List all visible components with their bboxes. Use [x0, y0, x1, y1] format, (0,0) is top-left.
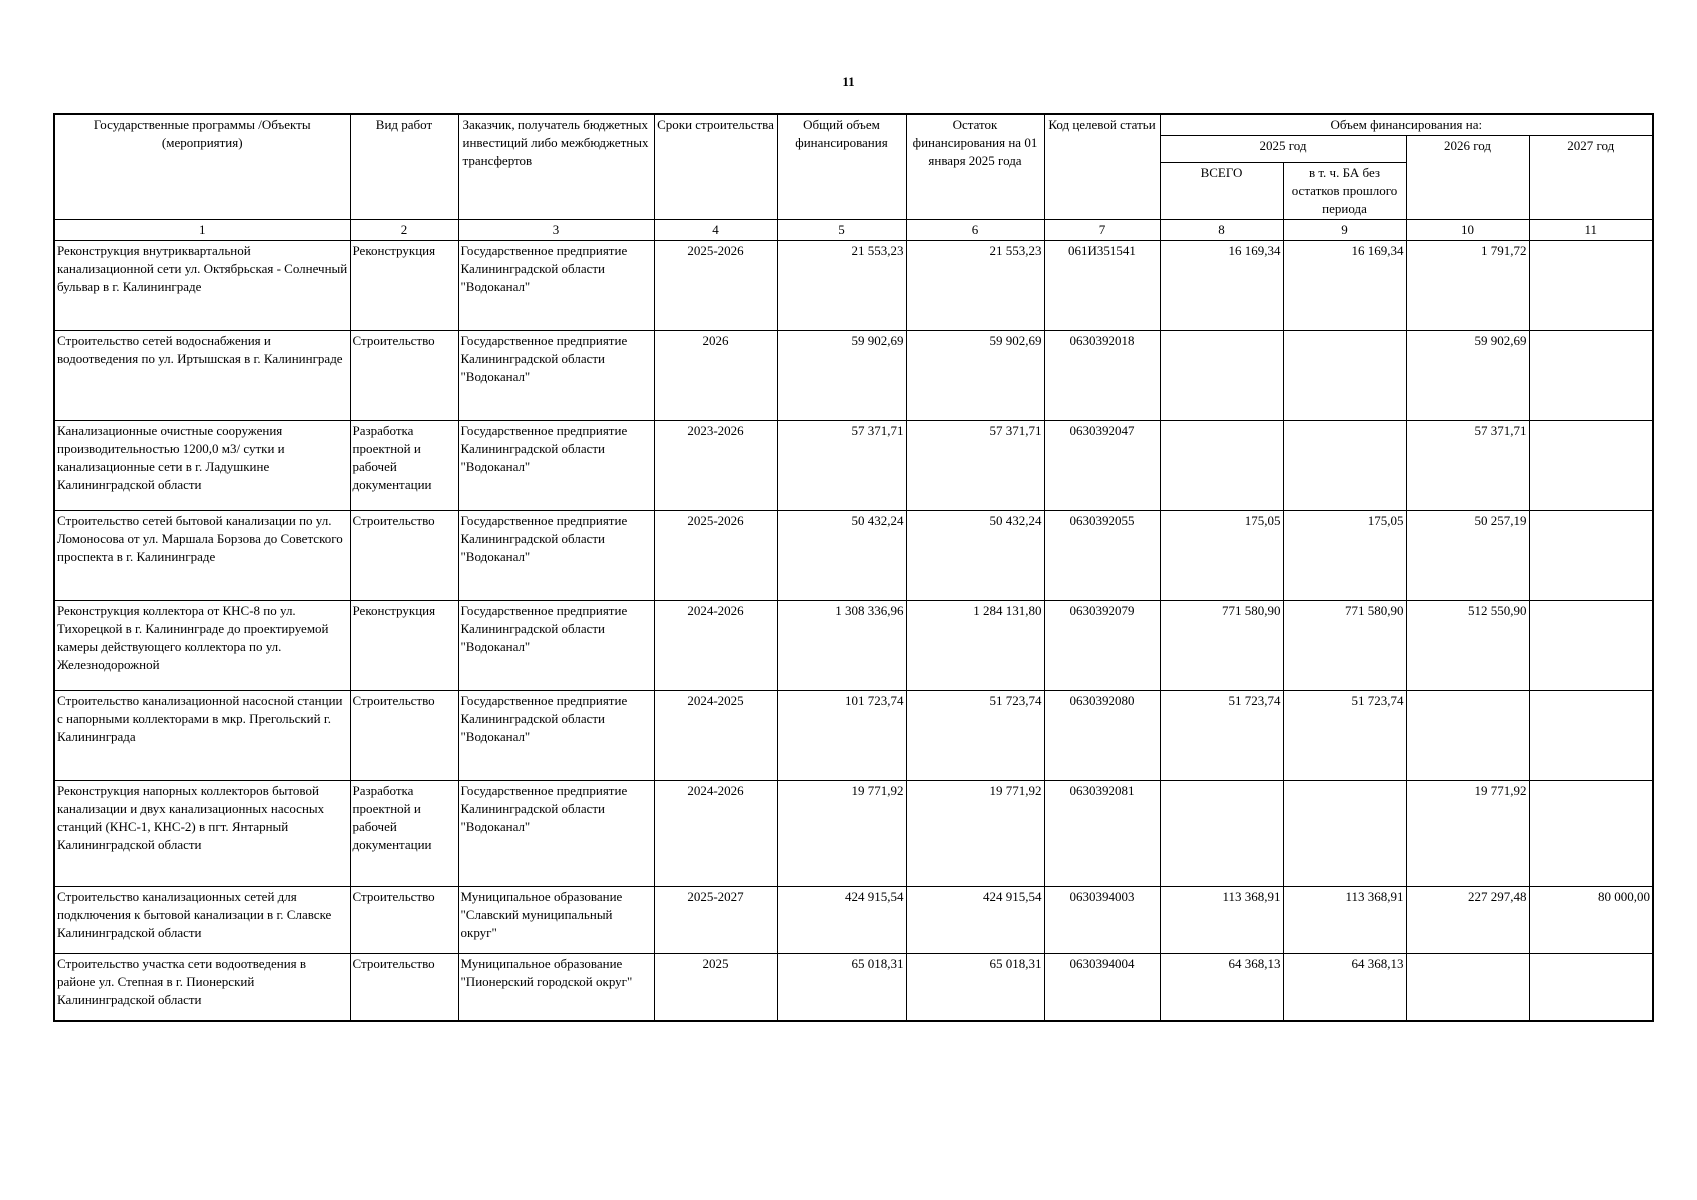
remainder-cell: 1 284 131,80 — [906, 601, 1044, 691]
financing-table — [53, 113, 1654, 1022]
period-cell: 2024-2026 — [654, 601, 777, 691]
header-remainder: Остаток финансирования на 01 января 2025 года — [906, 114, 1044, 220]
y2027-cell — [1529, 601, 1653, 691]
y2025-total-cell: 175,05 — [1160, 511, 1283, 601]
customer-cell: Государственное предприятие Калининградской области "Водоканал" — [458, 421, 654, 511]
total-cell: 101 723,74 — [777, 691, 906, 781]
y2027-cell — [1529, 511, 1653, 601]
y2026-cell: 512 550,90 — [1406, 601, 1529, 691]
y2026-cell: 19 771,92 — [1406, 781, 1529, 887]
table-row — [54, 781, 1653, 887]
work-type-cell: Реконструкция — [350, 241, 458, 331]
table-row — [54, 511, 1653, 601]
y2025-total-cell — [1160, 781, 1283, 887]
y2025-total-cell: 16 169,34 — [1160, 241, 1283, 331]
header-funding: Объем финансирования на: — [1160, 114, 1653, 136]
period-cell: 2024-2025 — [654, 691, 777, 781]
period-cell: 2026 — [654, 331, 777, 421]
total-cell: 1 308 336,96 — [777, 601, 906, 691]
table-row — [54, 241, 1653, 331]
header-total-financing: Общий объем финансирования — [777, 114, 906, 220]
code-cell: 0630392081 — [1044, 781, 1160, 887]
remainder-cell: 51 723,74 — [906, 691, 1044, 781]
y2027-cell — [1529, 241, 1653, 331]
remainder-cell: 50 432,24 — [906, 511, 1044, 601]
customer-cell: Муниципальное образование "Славский муниципальный округ" — [458, 887, 654, 954]
y2027-cell — [1529, 954, 1653, 1022]
y2026-cell: 50 257,19 — [1406, 511, 1529, 601]
code-cell: 061И351541 — [1044, 241, 1160, 331]
remainder-cell: 65 018,31 — [906, 954, 1044, 1022]
y2027-cell — [1529, 331, 1653, 421]
column-number: 1 — [54, 220, 350, 241]
code-cell: 0630392055 — [1044, 511, 1160, 601]
total-cell: 19 771,92 — [777, 781, 906, 887]
period-cell: 2025-2026 — [654, 511, 777, 601]
customer-cell: Государственное предприятие Калининградской области "Водоканал" — [458, 691, 654, 781]
total-cell: 424 915,54 — [777, 887, 906, 954]
period-cell: 2025 — [654, 954, 777, 1022]
y2025-total-cell — [1160, 331, 1283, 421]
customer-cell: Государственное предприятие Калининградской области "Водоканал" — [458, 511, 654, 601]
y2026-cell: 1 791,72 — [1406, 241, 1529, 331]
work-type-cell: Строительство — [350, 887, 458, 954]
header-objects: Государственные программы /Объекты (мероприятия) — [54, 114, 350, 220]
y2027-cell — [1529, 691, 1653, 781]
object-cell: Строительство канализационных сетей для подключения к бытовой канализации в г. Славске Калининградской области — [54, 887, 350, 954]
y2025-ba-cell: 51 723,74 — [1283, 691, 1406, 781]
customer-cell: Государственное предприятие Калининградской области "Водоканал" — [458, 781, 654, 887]
y2025-ba-cell: 771 580,90 — [1283, 601, 1406, 691]
work-type-cell: Строительство — [350, 511, 458, 601]
y2025-ba-cell: 113 368,91 — [1283, 887, 1406, 954]
code-cell: 0630392079 — [1044, 601, 1160, 691]
y2025-total-cell: 51 723,74 — [1160, 691, 1283, 781]
object-cell: Строительство сетей бытовой канализации по ул. Ломоносова от ул. Маршала Борзова до Советского проспекта в г. Калининграде — [54, 511, 350, 601]
y2027-cell: 80 000,00 — [1529, 887, 1653, 954]
header-2026: 2026 год — [1406, 136, 1529, 220]
y2026-cell — [1406, 954, 1529, 1022]
y2027-cell — [1529, 781, 1653, 887]
y2026-cell — [1406, 691, 1529, 781]
header-2025-total: ВСЕГО — [1160, 163, 1283, 220]
column-number: 10 — [1406, 220, 1529, 241]
column-number: 7 — [1044, 220, 1160, 241]
table-row — [54, 331, 1653, 421]
remainder-cell: 59 902,69 — [906, 331, 1044, 421]
code-cell: 0630392080 — [1044, 691, 1160, 781]
period-cell: 2024-2026 — [654, 781, 777, 887]
header-customer: Заказчик, получатель бюджетных инвестиций либо межбюджетных трансфертов — [458, 114, 654, 220]
total-cell: 65 018,31 — [777, 954, 906, 1022]
total-cell: 59 902,69 — [777, 331, 906, 421]
code-cell: 0630392047 — [1044, 421, 1160, 511]
customer-cell: Муниципальное образование "Пионерский городской округ" — [458, 954, 654, 1022]
customer-cell: Государственное предприятие Калининградской области "Водоканал" — [458, 331, 654, 421]
work-type-cell: Разработка проектной и рабочей документации — [350, 781, 458, 887]
customer-cell: Государственное предприятие Калининградской области "Водоканал" — [458, 601, 654, 691]
object-cell: Реконструкция коллектора от КНС-8 по ул. Тихорецкой в г. Калининграде до проектируемой камеры действующего коллектора по ул. Железнодорожной — [54, 601, 350, 691]
column-number: 9 — [1283, 220, 1406, 241]
y2025-ba-cell: 16 169,34 — [1283, 241, 1406, 331]
work-type-cell: Реконструкция — [350, 601, 458, 691]
table-header — [54, 114, 1653, 241]
column-number: 8 — [1160, 220, 1283, 241]
object-cell: Строительство канализационной насосной станции с напорными коллекторами в мкр. Прегольский г. Калининграда — [54, 691, 350, 781]
object-cell: Строительство участка сети водоотведения в районе ул. Степная в г. Пионерский Калининградской области — [54, 954, 350, 1022]
column-number: 6 — [906, 220, 1044, 241]
code-cell: 0630394004 — [1044, 954, 1160, 1022]
y2026-cell: 59 902,69 — [1406, 331, 1529, 421]
header-period: Сроки строительства — [654, 114, 777, 220]
y2025-ba-cell — [1283, 331, 1406, 421]
y2025-total-cell: 64 368,13 — [1160, 954, 1283, 1022]
header-2025-ba: в т. ч. БА без остатков прошлого периода — [1283, 163, 1406, 220]
work-type-cell: Строительство — [350, 331, 458, 421]
y2026-cell: 57 371,71 — [1406, 421, 1529, 511]
object-cell: Реконструкция внутриквартальной канализационной сети ул. Октябрьская - Солнечный бульвар в г. Калининграде — [54, 241, 350, 331]
header-2025: 2025 год — [1160, 136, 1406, 163]
page-number: 11 — [842, 74, 855, 89]
period-cell: 2025-2027 — [654, 887, 777, 954]
y2025-ba-cell — [1283, 781, 1406, 887]
column-number: 5 — [777, 220, 906, 241]
y2025-ba-cell: 175,05 — [1283, 511, 1406, 601]
remainder-cell: 21 553,23 — [906, 241, 1044, 331]
y2025-ba-cell: 64 368,13 — [1283, 954, 1406, 1022]
y2026-cell: 227 297,48 — [1406, 887, 1529, 954]
table-row — [54, 601, 1653, 691]
column-number: 2 — [350, 220, 458, 241]
y2025-ba-cell — [1283, 421, 1406, 511]
total-cell: 57 371,71 — [777, 421, 906, 511]
code-cell: 0630392018 — [1044, 331, 1160, 421]
customer-cell: Государственное предприятие Калининградской области "Водоканал" — [458, 241, 654, 331]
remainder-cell: 424 915,54 — [906, 887, 1044, 954]
y2025-total-cell — [1160, 421, 1283, 511]
y2027-cell — [1529, 421, 1653, 511]
object-cell: Строительство сетей водоснабжения и водоотведения по ул. Иртышская в г. Калининграде — [54, 331, 350, 421]
object-cell: Канализационные очистные сооружения производительностью 1200,0 м3/ сутки и канализационные сети в г. Ладушкине Калининградской области — [54, 421, 350, 511]
header-work-type: Вид работ — [350, 114, 458, 220]
period-cell: 2023-2026 — [654, 421, 777, 511]
table-row — [54, 421, 1653, 511]
column-number: 11 — [1529, 220, 1653, 241]
column-number: 3 — [458, 220, 654, 241]
work-type-cell: Строительство — [350, 691, 458, 781]
work-type-cell: Разработка проектной и рабочей документации — [350, 421, 458, 511]
table-row — [54, 954, 1653, 1022]
table-row — [54, 887, 1653, 954]
column-number-row — [54, 220, 1653, 241]
header-code: Код целевой статьи — [1044, 114, 1160, 220]
header-2027: 2027 год — [1529, 136, 1653, 220]
remainder-cell: 57 371,71 — [906, 421, 1044, 511]
total-cell: 21 553,23 — [777, 241, 906, 331]
code-cell: 0630394003 — [1044, 887, 1160, 954]
y2025-total-cell: 113 368,91 — [1160, 887, 1283, 954]
work-type-cell: Строительство — [350, 954, 458, 1022]
period-cell: 2025-2026 — [654, 241, 777, 331]
total-cell: 50 432,24 — [777, 511, 906, 601]
table-row — [54, 691, 1653, 781]
column-number: 4 — [654, 220, 777, 241]
object-cell: Реконструкция напорных коллекторов бытовой канализации и двух канализационных насосных станций (КНС-1, КНС-2) в пгт. Янтарный Калининградской области — [54, 781, 350, 887]
remainder-cell: 19 771,92 — [906, 781, 1044, 887]
y2025-total-cell: 771 580,90 — [1160, 601, 1283, 691]
table-body — [54, 241, 1653, 1022]
